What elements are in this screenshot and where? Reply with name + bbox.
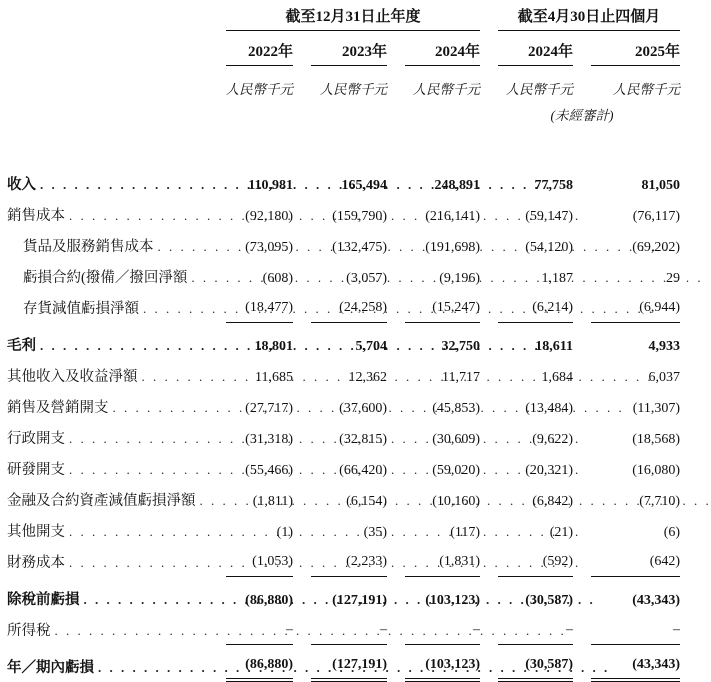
table-row-onerous-contracts xyxy=(0,261,684,292)
row-label: 金融及合約資產減值虧損淨額 . . . xyxy=(0,484,212,515)
year-header-2022: 2022年 xyxy=(212,31,297,66)
value-cell: 32,750 xyxy=(391,323,484,360)
value-cell: (6,842) xyxy=(484,484,577,515)
value-cell: (15,247) xyxy=(391,292,484,323)
dot-leader xyxy=(142,369,654,385)
row-label: 行政開支 . . . xyxy=(0,422,212,453)
value-cell: (1,811) xyxy=(212,484,297,515)
row-label: 其他開支 . . . xyxy=(0,515,212,546)
table-row-gross-profit xyxy=(0,323,684,360)
table-row-finance-costs xyxy=(0,546,684,577)
value-cell: (6) xyxy=(577,515,684,546)
year-header-row xyxy=(0,31,684,66)
period-group-fourmonth xyxy=(484,5,684,31)
row-label: 銷售成本 . . . xyxy=(0,199,212,230)
row-label: 年／期內虧損 . . . xyxy=(0,645,212,682)
value-cell: (1,053) xyxy=(212,546,297,577)
value-cell: – xyxy=(484,614,577,645)
value-cell: (59,020) xyxy=(391,453,484,484)
value-cell: (55,466) xyxy=(212,453,297,484)
row-label: 其他收入及收益淨額 . . . xyxy=(0,360,212,391)
currency-unit-cell: 人民幣千元 xyxy=(297,66,391,98)
period-group-annual xyxy=(212,5,484,31)
table-row-income-tax xyxy=(0,614,684,645)
value-cell: (592) xyxy=(484,546,577,577)
table-row-other-income xyxy=(0,360,684,391)
year-header-2025-4m: 2025年 xyxy=(577,31,684,66)
dot-leader xyxy=(69,462,581,478)
value-cell: (59,147) xyxy=(484,199,577,230)
period-group-fourmonth-label: 截至4月30日止四個月 xyxy=(498,5,680,31)
value-cell: (69,202) xyxy=(577,230,684,261)
table-row-loss-before-tax xyxy=(0,577,684,614)
value-cell: (86,880) xyxy=(212,577,297,614)
row-label: 存貨減值虧損淨額 . . . xyxy=(0,292,212,323)
value-cell: – xyxy=(577,614,684,645)
value-cell: (54,120) xyxy=(484,230,577,261)
value-cell: (45,853) xyxy=(391,391,484,422)
value-cell: (37,600) xyxy=(297,391,391,422)
currency-unit-cell: 人民幣千元 xyxy=(391,66,484,98)
currency-unit-cell: 人民幣千元 xyxy=(212,66,297,98)
corner-cell xyxy=(0,31,212,66)
table-row-cost-of-sales xyxy=(0,199,684,230)
row-label: 所得稅 . . . xyxy=(0,614,212,645)
table-row-admin-expenses xyxy=(0,422,684,453)
income-statement-table xyxy=(0,5,684,682)
value-cell: (11,307) xyxy=(577,391,684,422)
value-cell: (127,191) xyxy=(297,577,391,614)
value-cell: 11,717 xyxy=(391,360,484,391)
value-cell: (6,154) xyxy=(297,484,391,515)
value-cell: 110,981 xyxy=(212,168,297,199)
period-group-row xyxy=(0,5,684,31)
value-cell: 5,704 xyxy=(297,323,391,360)
value-cell: (30,587) xyxy=(484,577,577,614)
currency-unit-cell: 人民幣千元 xyxy=(577,66,684,98)
row-label: 除稅前虧損 . . . xyxy=(0,577,212,614)
row-label: 財務成本 . . . xyxy=(0,546,212,577)
value-cell: (18,477) xyxy=(212,292,297,323)
table-row-other-expenses xyxy=(0,515,684,546)
value-cell: – xyxy=(297,614,391,645)
table-row-selling-expenses xyxy=(0,391,684,422)
value-cell: (6,214) xyxy=(484,292,577,323)
value-cell: (16,080) xyxy=(577,453,684,484)
value-cell: (27,717) xyxy=(212,391,297,422)
value-cell: (31,318) xyxy=(212,422,297,453)
dot-leader xyxy=(158,239,670,255)
year-header-2024-4m: 2024年 xyxy=(484,31,577,66)
value-cell: (92,180) xyxy=(212,199,297,230)
currency-unit-row xyxy=(0,66,684,98)
value-cell: (86,880) xyxy=(212,645,297,682)
value-cell: (13,484) xyxy=(484,391,577,422)
value-cell: (24,258) xyxy=(297,292,391,323)
value-cell: 12,362 xyxy=(297,360,391,391)
table-row-revenue xyxy=(0,168,684,199)
currency-unit-cell: 人民幣千元 xyxy=(484,66,577,98)
value-cell: (216,141) xyxy=(391,199,484,230)
value-cell: (32,815) xyxy=(297,422,391,453)
value-cell: 77,758 xyxy=(484,168,577,199)
value-cell: (21) xyxy=(484,515,577,546)
header-spacer xyxy=(0,124,684,168)
value-cell: (117) xyxy=(391,515,484,546)
unaudited-note-cell: (未經審計) xyxy=(484,98,684,124)
value-cell: (1) xyxy=(212,515,297,546)
year-header-2024: 2024年 xyxy=(391,31,484,66)
value-cell: (608) xyxy=(212,261,297,292)
dot-leader xyxy=(69,555,581,571)
period-group-annual-label: 截至12月31日止年度 xyxy=(226,5,480,31)
table-row-loss-for-period xyxy=(0,645,684,682)
value-cell: – xyxy=(212,614,297,645)
value-cell: 18,611 xyxy=(484,323,577,360)
value-cell: (10,160) xyxy=(391,484,484,515)
value-cell: 18,801 xyxy=(212,323,297,360)
value-cell: (43,343) xyxy=(577,577,684,614)
value-cell: (132,475) xyxy=(297,230,391,261)
dot-leader xyxy=(69,524,581,540)
value-cell: (73,095) xyxy=(212,230,297,261)
value-cell: (30,587) xyxy=(484,645,577,682)
unaudited-note-row xyxy=(0,98,684,124)
table-row-financial-asset-impairment xyxy=(0,484,684,515)
value-cell: (103,123) xyxy=(391,645,484,682)
value-cell: 165,494 xyxy=(297,168,391,199)
table-row-inventory-impairment xyxy=(0,292,684,323)
row-label: 貨品及服務銷售成本 . . . xyxy=(0,230,212,261)
row-label: 收入 . . . xyxy=(0,168,212,199)
value-cell: (20,321) xyxy=(484,453,577,484)
value-cell: (642) xyxy=(577,546,684,577)
row-label: 毛利 . . . xyxy=(0,323,212,360)
row-label: 銷售及營銷開支 . . . xyxy=(0,391,212,422)
value-cell: – xyxy=(391,614,484,645)
dot-leader xyxy=(55,623,567,639)
value-cell: 11,685 xyxy=(212,360,297,391)
value-cell: 248,891 xyxy=(391,168,484,199)
value-cell: (103,123) xyxy=(391,577,484,614)
value-cell: (43,343) xyxy=(577,645,684,682)
value-cell: (66,420) xyxy=(297,453,391,484)
value-cell: (35) xyxy=(297,515,391,546)
dot-leader xyxy=(69,431,581,447)
corner-cell xyxy=(0,5,212,31)
value-cell: (191,698) xyxy=(391,230,484,261)
value-cell: (9,622) xyxy=(484,422,577,453)
value-cell: (127,191) xyxy=(297,645,391,682)
row-label: 虧損合約(撥備／撥回淨額 . . . xyxy=(0,261,212,292)
dot-leader xyxy=(69,208,581,224)
value-cell: 81,050 xyxy=(577,168,684,199)
value-cell: (159,790) xyxy=(297,199,391,230)
value-cell: 6,037 xyxy=(577,360,684,391)
value-cell: (1,831) xyxy=(391,546,484,577)
value-cell: 4,933 xyxy=(577,323,684,360)
value-cell: (3,057) xyxy=(297,261,391,292)
value-cell: (2,233) xyxy=(297,546,391,577)
value-cell: (76,117) xyxy=(577,199,684,230)
value-cell: 29 xyxy=(577,261,684,292)
value-cell: 1,187 xyxy=(484,261,577,292)
value-cell: (7,710) xyxy=(577,484,684,515)
value-cell: (30,609) xyxy=(391,422,484,453)
row-label: 研發開支 . . . xyxy=(0,453,212,484)
table-row-rd-expenses xyxy=(0,453,684,484)
dot-leader xyxy=(143,301,655,317)
value-cell: (18,568) xyxy=(577,422,684,453)
year-header-2023: 2023年 xyxy=(297,31,391,66)
value-cell: (9,196) xyxy=(391,261,484,292)
value-cell: 1,684 xyxy=(484,360,577,391)
table-row-cost-goods-services xyxy=(0,230,684,261)
value-cell: (6,944) xyxy=(577,292,684,323)
